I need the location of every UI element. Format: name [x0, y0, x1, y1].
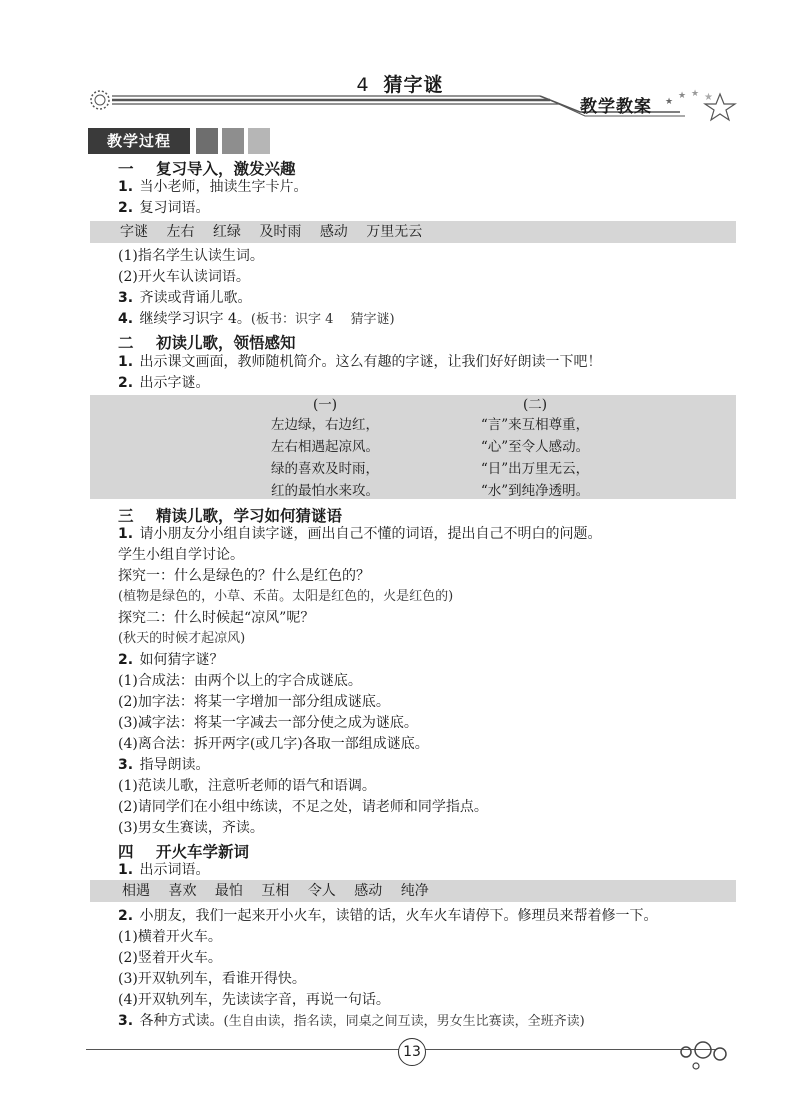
text-line: (植物是绿色的，小草、禾苗。太阳是红色的，火是红色的): [118, 589, 454, 604]
text-line: (1)合成法：由两个以上的字合成谜底。: [118, 673, 362, 689]
vocab-band: [90, 880, 736, 902]
text-line: 1. 请小朋友分小组自读字谜，画出自己不懂的词语，提出自己不明白的问题。: [118, 526, 602, 542]
section-label: 教学教案: [580, 97, 652, 117]
riddle-poem-1: [250, 396, 400, 502]
text-line: (3)开双轨列车，看谁开得快。: [118, 971, 306, 987]
text-line: 2. 出示字谜。: [118, 375, 210, 391]
svg-text:★: ★: [704, 92, 713, 103]
text-line: (1)范读儿歌，注意听老师的语气和语调。: [118, 778, 376, 794]
text-line: (3)男女生赛读，齐读。: [118, 820, 264, 836]
riddle-poem-2: [460, 396, 610, 502]
text-line: (1)横着开火车。: [118, 929, 222, 945]
svg-text:★: ★: [678, 91, 687, 101]
text-line: 1. 出示词语。: [118, 862, 210, 878]
text-line: (3)减字法：将某一字减去一部分使之成为谜底。: [118, 715, 418, 731]
text-line: (2)开火车认读词语。: [118, 269, 250, 285]
vocab-word: 互相: [261, 883, 290, 899]
text-line: (1)指名学生认读生词。: [118, 248, 264, 264]
vocab-word: 纯净: [400, 883, 429, 899]
svg-text:★: ★: [665, 97, 674, 107]
vocab-word: 红绿: [212, 224, 241, 240]
text-line: 1. 当小老师，抽读生字卡片。: [118, 179, 308, 195]
text-line: 2. 如何猜字谜？: [118, 652, 224, 668]
page-number: 13: [398, 1038, 426, 1066]
poem-line: “日”出万里无云，: [480, 461, 590, 477]
text-line: 1. 出示课文画面，教师随机简介。这么有趣的字谜，让我们好好朗读一下吧！: [118, 354, 602, 370]
vocab-word: 字谜: [120, 224, 148, 240]
lesson-title-text: 猜字谜: [383, 74, 444, 96]
sun-icon: [91, 91, 109, 109]
text-line: (4)离合法：拆开两字(或几字)各取一部组成谜底。: [118, 736, 429, 752]
text-line: (2)加字法：将某一字增加一部分组成谜底。: [118, 694, 390, 710]
text-line: (秋天的时候才起凉风): [118, 631, 246, 646]
riddle-band: [90, 395, 736, 499]
text-line: 4. 继续学习识字 4。(板书：识字 4 猜字谜): [118, 311, 395, 327]
lesson-number: 4: [356, 74, 370, 96]
vocab-word: 及时雨: [259, 224, 302, 240]
poem-title: (一): [312, 397, 338, 413]
text-line: 探究一：什么是绿色的？什么是红色的？: [118, 568, 370, 584]
vocab-word: 万里无云: [366, 224, 423, 240]
tag-block: [248, 128, 270, 154]
section-heading: 四 开火车学新词: [118, 843, 250, 861]
tag-block: [196, 128, 218, 154]
text-line: 3. 指导朗读。: [118, 757, 210, 773]
vocab-word: 感动: [354, 883, 383, 899]
text-line: 3. 齐读或背诵儿歌。: [118, 290, 252, 306]
process-tag: 教学过程: [88, 128, 190, 154]
poem-line: “心”至令人感动。: [480, 439, 590, 455]
poem-line: “言”来互相尊重，: [480, 417, 590, 433]
section-heading: 一 复习导入，激发兴趣: [118, 160, 296, 178]
text-line: (4)开双轨列车，先读读字音，再说一句话。: [118, 992, 390, 1008]
vocab-band: [90, 221, 736, 243]
star-icon: [665, 89, 735, 120]
text-line: (2)请同学们在小组中练读，不足之处，请老师和同学指点。: [118, 799, 488, 815]
text-line: 2. 复习词语。: [118, 200, 210, 216]
text-line: (2)竖着开火车。: [118, 950, 222, 966]
vocab-word: 左右: [166, 224, 195, 240]
poem-line: “水”到纯净透明。: [480, 483, 590, 499]
poem-line: 红的最怕水来攻。: [271, 483, 379, 499]
text-line: 2. 小朋友，我们一起来开小火车，读错的话，火车火车请停下。修理员来帮着修一下。: [118, 908, 658, 924]
section-heading: 二 初读儿歌，领悟感知: [118, 334, 296, 352]
svg-text:★: ★: [691, 89, 700, 99]
vocab-word: 相遇: [122, 883, 150, 899]
poem-title: (二): [522, 397, 548, 413]
text-line: 探究二：什么时候起“凉风”呢？: [118, 610, 315, 626]
text-line: 学生小组自学讨论。: [118, 547, 244, 563]
vocab-word: 喜欢: [168, 883, 197, 899]
text-line: 3. 各种方式读。(生自由读，指名读，同桌之间互读，男女生比赛读，全班齐读): [118, 1013, 585, 1029]
vocab-word: 感动: [319, 224, 348, 240]
bubbles-icon: [676, 1040, 736, 1074]
poem-line: 左边绿，右边红，: [271, 417, 379, 433]
poem-line: 绿的喜欢及时雨，: [271, 461, 379, 477]
vocab-word: 最怕: [214, 883, 243, 899]
tag-block: [222, 128, 244, 154]
section-heading: 三 精读儿歌，学习如何猜谜语: [118, 507, 343, 525]
vocab-word: 令人: [307, 883, 336, 899]
poem-line: 左右相遇起凉风。: [271, 439, 379, 455]
